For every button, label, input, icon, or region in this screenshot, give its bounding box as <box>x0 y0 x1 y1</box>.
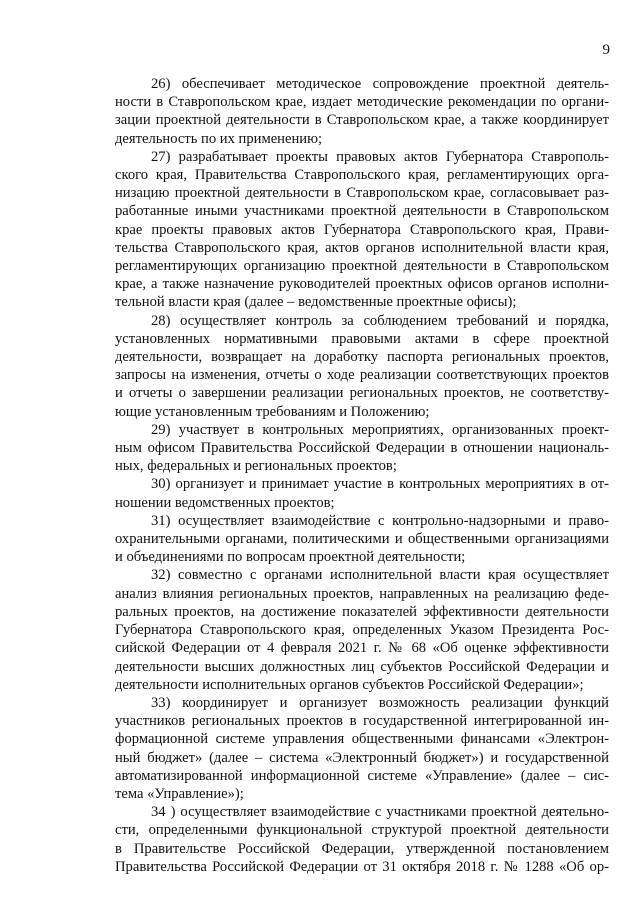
text-line: ных, федеральных и региональных проектов; <box>115 458 397 475</box>
text-line: деятельности исполнительных органов субъектов Российской Федерации»; <box>115 676 584 693</box>
text-line: тема «Управление»); <box>115 785 244 802</box>
text-line: 31) осуществляет взаимодействие с контрольно-надзорными и право- <box>151 512 609 529</box>
text-line: 30) организует и принимает участие в контрольных мероприятиях в от- <box>151 476 609 493</box>
text-line: тельства Ставропольского края, актов органов исполнительной власти края, <box>115 239 609 256</box>
page-number: 9 <box>602 42 610 58</box>
paragraph <box>115 148 609 312</box>
text-line: тельной власти края (далее – ведомственные проектные офисы); <box>115 294 517 311</box>
paragraph <box>115 512 609 567</box>
text-line: зации проектной деятельности в Ставропольском крае, а также координирует <box>115 112 609 129</box>
text-line: деятельности высших должностных лиц субъектов Российской Федерации и <box>115 658 609 675</box>
paragraph <box>115 475 609 511</box>
text-line: автоматизированной информационной системе «Управление» (далее – сис- <box>115 767 609 784</box>
text-line: 27) разрабатывает проекты правовых актов Губернатора Ставрополь- <box>151 148 609 165</box>
text-line: работанные иными участниками проектной деятельности в Ставропольском <box>115 203 609 220</box>
text-line: 34 ) осуществляет взаимодействие с участниками проектной деятельно- <box>151 804 609 821</box>
text-line: Губернатора Ставропольского края, определенных Указом Президента Рос- <box>115 622 609 639</box>
text-line: ный бюджет» (далее – система «Электронный бюджет») и государственной <box>115 749 609 766</box>
text-line: 28) осуществляет контроль за соблюдением требований и порядка, <box>151 312 609 329</box>
paragraph <box>115 421 609 476</box>
paragraph <box>115 694 609 803</box>
text-line: в Правительстве Российской Федерации, утвержденной постановлением <box>115 840 609 857</box>
text-line: и отчеты о завершении реализации региональных проектов, не соответству- <box>115 385 609 402</box>
text-line: ского края, Правительства Ставропольского края, регламентирующих орга- <box>115 167 609 184</box>
text-line: Правительства Российской Федерации от 31 октября 2018 г. № 1288 «Об ор- <box>115 858 609 875</box>
text-line: установленных нормативными правовыми актами в сфере проектной <box>115 330 609 347</box>
text-line: ности в Ставропольском крае, издает методические рекомендации по органи- <box>115 94 609 111</box>
text-line: участников региональных проектов в государственной интегрированной ин- <box>115 713 609 730</box>
paragraph <box>115 803 609 876</box>
text-line: регламентирующих организацию проектной деятельности в Ставропольском <box>115 258 609 275</box>
text-line: анализ влияния региональных проектов, направленных на реализацию феде- <box>115 585 609 602</box>
text-line: крае проекты правовых актов Губернатора Ставропольского края, Прави- <box>115 221 609 238</box>
text-line: 32) совместно с органами исполнительной власти края осуществляет <box>151 567 609 584</box>
paragraph <box>115 75 609 148</box>
text-line: сийской Федерации от 4 февраля 2021 г. № 68 «Об оценке эффективности <box>115 640 609 657</box>
text-line: 29) участвует в контрольных мероприятиях, организованных проект- <box>151 421 609 438</box>
document-body <box>115 75 609 876</box>
text-line: деятельности, возвращает на доработку паспорта региональных проектов, <box>115 349 609 366</box>
text-line: формационной системе управления общественными финансами «Электрон- <box>115 731 609 748</box>
text-line: запросы на изменения, отчеты о ходе реализации соответствующих проектов <box>115 367 609 384</box>
text-line: и объединениями по вопросам проектной деятельности; <box>115 549 466 566</box>
text-line: низацию проектной деятельности в Ставропольском крае, согласовывает раз- <box>115 185 609 202</box>
text-line: 26) обеспечивает методическое сопровождение проектной деятель- <box>151 76 609 92</box>
text-line: крае, а также назначение руководителей проектных офисов органов исполни- <box>115 276 609 293</box>
text-line: ношении ведомственных проектов; <box>115 494 335 511</box>
text-line: охранительными органами, политическими и общественными организациями <box>115 531 609 548</box>
text-line: ющие установленным требованиям и Положению; <box>115 403 430 420</box>
text-line: сти, определенными функциональной структурой проектной деятельности <box>115 822 609 839</box>
text-line: 33) координирует и организует возможность реализации функций <box>151 694 609 711</box>
text-line: ным офисом Правительства Российской Федерации в отношении националь- <box>115 440 609 457</box>
paragraph <box>115 566 609 693</box>
paragraph <box>115 312 609 421</box>
text-line: ральных проектов, на достижение показателей эффективности деятельности <box>115 603 609 620</box>
text-line: деятельность по их применению; <box>115 130 323 147</box>
